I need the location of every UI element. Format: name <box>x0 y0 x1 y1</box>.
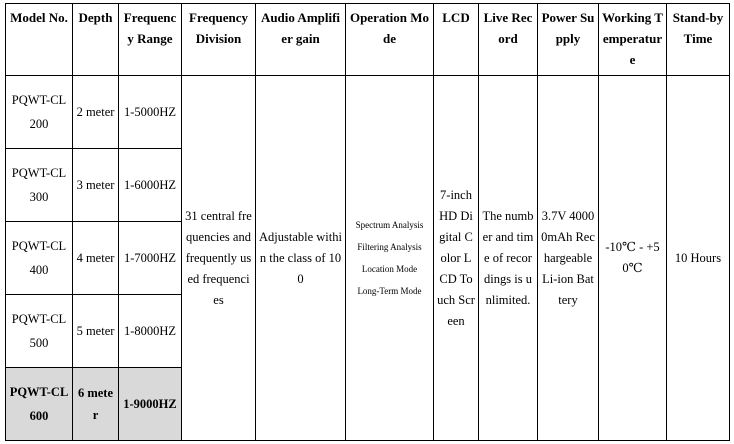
operation-mode-cell <box>346 76 434 441</box>
working-temp-cell: -10℃ - +50℃ <box>599 76 667 441</box>
freq-cell: 1-7000HZ <box>119 222 182 295</box>
header-live-record: Live Record <box>479 4 538 76</box>
lcd-cell: 7-inch HD Digital Color LCD Touch Screen <box>434 76 479 441</box>
header-power-supply: Power Supply <box>538 4 599 76</box>
table-row <box>6 76 730 149</box>
header-operation-mode: Operation Mode <box>346 4 434 76</box>
operation-mode-item: Location Mode <box>361 264 418 274</box>
spec-table <box>5 3 730 441</box>
header-row <box>6 4 730 76</box>
freq-division-cell: 31 central frequencies and frequently used frequencies <box>182 76 256 441</box>
depth-cell: 3 meter <box>73 149 119 222</box>
freq-cell: 1-9000HZ <box>119 368 182 441</box>
depth-cell: 4 meter <box>73 222 119 295</box>
header-working-temp: Working Temperature <box>599 4 667 76</box>
freq-cell: 1-5000HZ <box>119 76 182 149</box>
model-cell: PQWT-CL 300 <box>6 149 73 222</box>
header-standby: Stand-by Time <box>667 4 730 76</box>
model-cell: PQWT-CL 600 <box>6 368 73 441</box>
depth-cell: 6 meter <box>73 368 119 441</box>
freq-cell: 1-6000HZ <box>119 149 182 222</box>
header-freq-range: Frequency Range <box>119 4 182 76</box>
model-cell: PQWT-CL 200 <box>6 76 73 149</box>
audio-amp-cell: Adjustable within the class of 100 <box>256 76 346 441</box>
model-cell: PQWT-CL 500 <box>6 295 73 368</box>
power-supply-cell: 3.7V 40000mAh Rechargeable Li-ion Battery <box>538 76 599 441</box>
operation-mode-item: Spectrum Analysis <box>355 220 424 230</box>
depth-cell: 5 meter <box>73 295 119 368</box>
header-model: Model No. <box>6 4 73 76</box>
depth-cell: 2 meter <box>73 76 119 149</box>
live-record-cell: The number and time of recordings is unlimited. <box>479 76 538 441</box>
standby-cell: 10 Hours <box>667 76 730 441</box>
model-cell: PQWT-CL 400 <box>6 222 73 295</box>
header-depth: Depth <box>73 4 119 76</box>
header-lcd: LCD <box>434 4 479 76</box>
header-audio-amp: Audio Amplifier gain <box>256 4 346 76</box>
freq-cell: 1-8000HZ <box>119 295 182 368</box>
operation-mode-item: Long-Term Mode <box>357 286 422 296</box>
operation-mode-item: Filtering Analysis <box>357 242 422 252</box>
header-freq-division: Frequency Division <box>182 4 256 76</box>
